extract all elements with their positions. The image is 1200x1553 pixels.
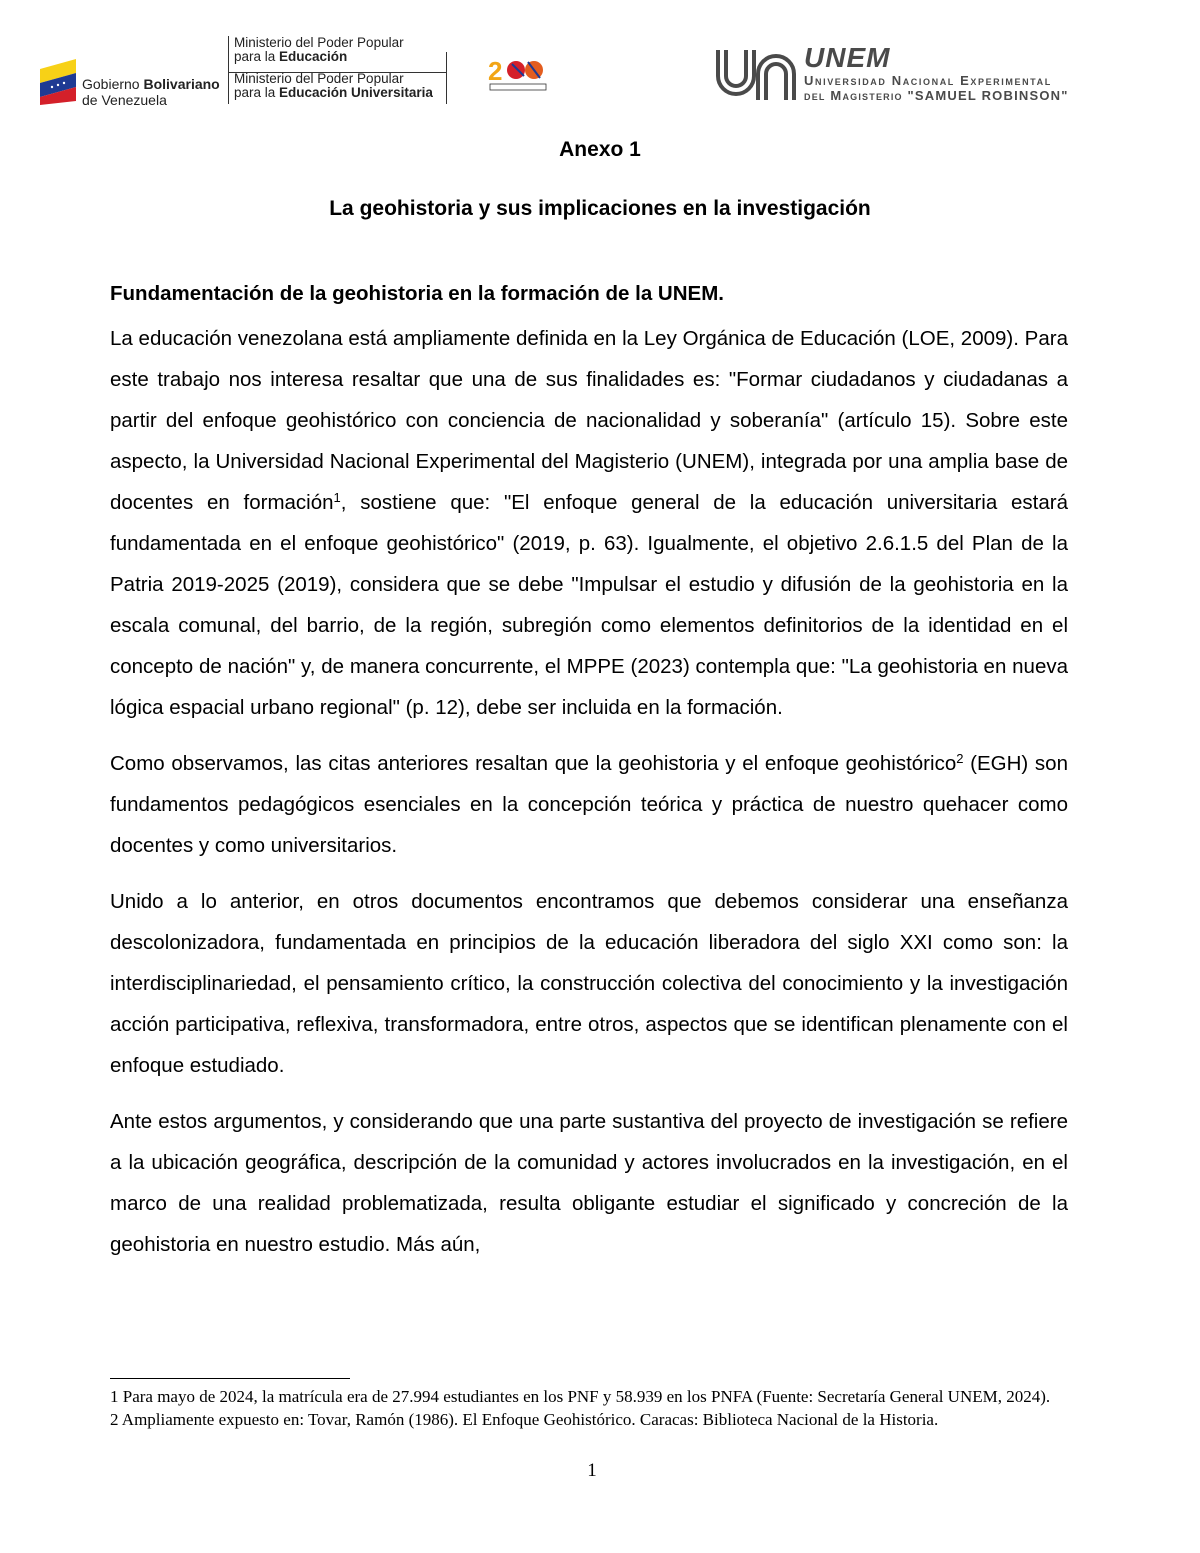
page-header: [0, 0, 1200, 120]
ministry-education-line2a: para la: [234, 49, 280, 64]
footnote-1: 1 Para mayo de 2024, la matrícula era de 27.994 estudiantes en los PNF y 58.939 en los PNFA (Fuente: Secretaría General UNEM, 2024).: [110, 1387, 1051, 1406]
bicentennial-logo-icon: [484, 50, 554, 94]
footnote-separator: [110, 1378, 350, 1379]
annex-label: Anexo 1: [559, 138, 641, 161]
svg-text:2: 2: [488, 56, 503, 86]
footnotes: [110, 1385, 1068, 1431]
gov-text-b: Bolivariano: [143, 76, 220, 92]
paragraph-1: [110, 318, 1068, 728]
government-label: [82, 76, 220, 108]
ministry-rule: [228, 72, 446, 73]
ministries-block: [228, 36, 433, 100]
gov-text-a: Gobierno: [82, 76, 144, 92]
ministry-university: [228, 72, 433, 100]
unem-subtitle-2: del Magisterio "SAMUEL ROBINSON": [804, 88, 1069, 103]
unem-subtitle-1: Universidad Nacional Experimental: [804, 73, 1052, 88]
header-divider-right: [446, 52, 447, 104]
footnote-ref-1[interactable]: 1: [333, 490, 341, 505]
document-title: La geohistoria y sus implicaciones en la investigación: [329, 197, 871, 220]
paragraph-3: Unido a lo anterior, en otros documentos encontramos que debemos considerar una enseñanza descolonizadora, fundamentada en principios de la educación liberadora del siglo XXI como son: la interdisciplinariedad, el pensamiento crítico, la construcción colectiva del conocimiento y la investigación acción participativa, reflexiva, transformadora, entre otros, aspectos que se identifican plenamente con el enfoque estudiado.: [110, 890, 1068, 1077]
paragraph-4: Ante estos argumentos, y considerando que una parte sustantiva del proyecto de investigación se refiere a la ubicación geográfica, descripción de la comunidad y actores involucrados en la investigación, en el marco de una realidad problematizada, resulta obligante estudiar el significado y concreción de la geohistoria en nuestro estudio. Más aún,: [110, 1110, 1068, 1256]
ministry-education-line1: Ministerio del Poder Popular: [234, 35, 404, 50]
paragraph-1-part-b: , sostiene que: "El enfoque general de la educación universitaria estará fundamentada en el enfoque geohistórico" (2019, p. 63). Igualmente, el objetivo 2.6.1.5 del Plan de la Patria 2019-2025 (2019), considera que se debe "Impulsar el estudio y difusión de la geohistoria en la escala comunal, del barrio, de la región, subregión como elementos definitorios de la identidad en el concepto de nación" y, de manera concurrente, el MPPE (2023) contempla que: "La geohistoria en nueva lógica espacial urbano regional" (p. 12), debe ser incluida en la formación.: [110, 491, 1068, 719]
page-number: 1: [587, 1460, 597, 1481]
ministry-education: [228, 36, 433, 64]
paragraph-2-part-b: (EGH) son fundamentos pedagógicos esenciales en la concepción teórica y práctica de nuestro quehacer como docentes y como universitarios.: [110, 752, 1068, 857]
paragraph-2-part-a: Como observamos, las citas anteriores resaltan que la geohistoria y el enfoque geohistórico: [110, 752, 957, 775]
ministry-university-line2a: para la: [234, 85, 280, 100]
body-text: [110, 318, 1068, 1265]
section-heading: Fundamentación de la geohistoria en la formación de la UNEM.: [110, 282, 724, 305]
venezuela-flag-icon: [38, 55, 78, 105]
ministry-university-line2b: Educación Universitaria: [279, 85, 433, 100]
ministry-university-line1: Ministerio del Poder Popular: [234, 71, 404, 86]
gov-text-line2: de Venezuela: [82, 92, 167, 108]
paragraph-1-part-a: La educación venezolana está ampliamente definida en la Ley Orgánica de Educación (LOE, 2009). Para este trabajo nos interesa resaltar que una de sus finalidades es: "Formar ciudadanos y ciudadanas a partir del enfoque geohistórico con conciencia de nacionalidad y soberanía" (artículo 15). Sobre este aspecto, la Universidad Nacional Experimental del Magisterio (UNEM), integrada por una amplia base de docentes en formación: [110, 327, 1068, 514]
footnote-ref-2[interactable]: 2: [956, 751, 964, 766]
unem-name: UNEM: [804, 42, 891, 73]
unem-emblem-icon: [714, 46, 798, 104]
footnote-2: 2 Ampliamente expuesto en: Tovar, Ramón (1986). El Enfoque Geohistórico. Caracas: Biblioteca Nacional de la Historia.: [110, 1410, 939, 1429]
paragraph-2: [110, 743, 1068, 866]
ministry-education-line2b: Educación: [279, 49, 348, 64]
